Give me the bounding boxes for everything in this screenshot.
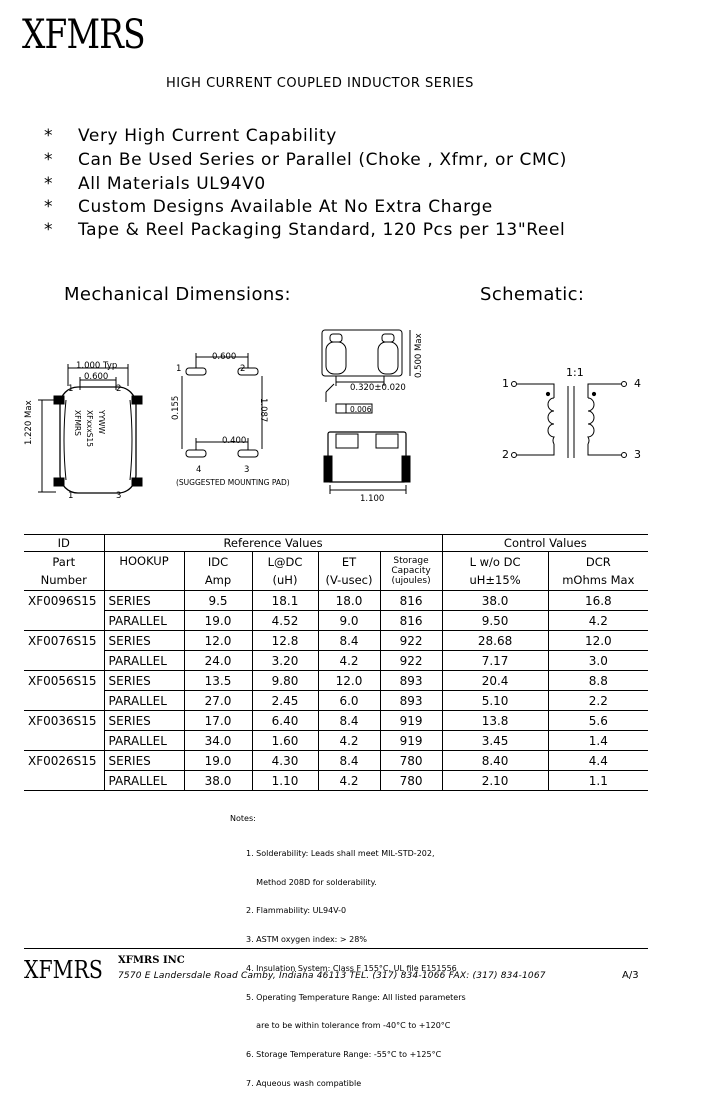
storage-header-line: (ujoules) — [391, 576, 431, 586]
schematic-pin-2: 2 — [502, 448, 509, 461]
storage-cell: 919 — [380, 731, 442, 751]
part-number-cell: XF0036S15 — [28, 713, 97, 728]
footer-company: XFMRS INC — [118, 955, 185, 966]
table-row — [24, 611, 648, 631]
hookup-cell: SERIES — [104, 631, 184, 651]
feature-item: Tape & Reel Packaging Standard, 120 Pcs per 13"Reel — [78, 220, 566, 240]
hookup-cell: PARALLEL — [104, 731, 184, 751]
note-line: 5. Operating Temperature Range: All listed parameters — [246, 992, 466, 1002]
part-number-cell — [24, 611, 104, 631]
dcr-cell: 5.6 — [548, 711, 648, 731]
lwo-cell: 13.8 — [442, 711, 548, 731]
et-header-line: ET — [341, 555, 357, 569]
part-number-cell: XF0076S15 — [28, 633, 97, 648]
reference-header: Reference Values — [104, 535, 442, 552]
storage-cell: 919 — [380, 711, 442, 731]
series-title: HIGH CURRENT COUPLED INDUCTOR SERIES — [166, 76, 474, 91]
control-header: Control Values — [442, 535, 648, 552]
inductance-cell: 9.80 — [252, 671, 318, 691]
inductance-cell: 6.40 — [252, 711, 318, 731]
et-cell: 6.0 — [318, 691, 380, 711]
note-line: 2. Flammability: UL94V-0 — [246, 906, 347, 916]
ldc-col-header — [252, 552, 318, 591]
note-line: are to be within tolerance from -40°C to +120°C — [246, 1021, 451, 1031]
storage-cell: 780 — [380, 771, 442, 791]
note-line: Method 208D for solderability. — [246, 877, 377, 887]
lwo-cell: 5.10 — [442, 691, 548, 711]
part-col-header — [24, 552, 104, 591]
dcr-cell: 8.8 — [548, 671, 648, 691]
note-line: 6. Storage Temperature Range: -55°C to +125°C — [246, 1050, 442, 1060]
hookup-cell: PARALLEL — [104, 691, 184, 711]
ldc-header-line: (uH) — [272, 573, 298, 587]
note-line: 3. ASTM oxygen index: > 28% — [246, 935, 367, 945]
et-cell: 4.2 — [318, 731, 380, 751]
feature-item: Custom Designs Available At No Extra Charge — [78, 197, 493, 217]
inductance-cell: 12.8 — [252, 631, 318, 651]
hookup-cell: PARALLEL — [104, 651, 184, 671]
dcr-cell: 3.0 — [548, 651, 648, 671]
idc-cell: 24.0 — [184, 651, 252, 671]
storage-cell: 922 — [380, 631, 442, 651]
dim-label: 1.087 — [258, 398, 268, 423]
lwo-cell: 28.68 — [442, 631, 548, 651]
spec-table — [24, 534, 648, 791]
hookup-cell: SERIES — [104, 671, 184, 691]
feature-item: All Materials UL94V0 — [78, 174, 266, 194]
inductance-cell: 4.52 — [252, 611, 318, 631]
table-row — [24, 771, 648, 791]
et-cell: 8.4 — [318, 631, 380, 651]
idc-header-line: IDC — [207, 555, 229, 569]
footer-address: 7570 E Landersdale Road Camby, Indiana 46113 TEL. (317) 834-1066 FAX: (317) 834-1067 — [118, 971, 546, 981]
storage-cell: 922 — [380, 651, 442, 671]
dim-label: 0.600 — [84, 372, 109, 382]
dcr-cell: 1.1 — [548, 771, 648, 791]
et-cell: 8.4 — [318, 751, 380, 771]
schematic-heading: Schematic: — [480, 284, 585, 305]
et-cell: 12.0 — [318, 671, 380, 691]
dcr-cell: 4.2 — [548, 611, 648, 631]
lwo-cell: 9.50 — [442, 611, 548, 631]
part-header-line: Part — [52, 555, 76, 569]
dcr-cell: 12.0 — [548, 631, 648, 651]
footer-logo: XFMRS — [24, 956, 103, 984]
ldc-header-line: L@DC — [267, 555, 303, 569]
lwo-cell: 8.40 — [442, 751, 548, 771]
idc-col-header — [184, 552, 252, 591]
dcr-cell: 2.2 — [548, 691, 648, 711]
et-cell: 9.0 — [318, 611, 380, 631]
table-row — [24, 671, 648, 691]
table-row — [24, 731, 648, 751]
idc-cell: 12.0 — [184, 631, 252, 651]
table-row — [24, 751, 648, 771]
inductance-cell: 4.30 — [252, 751, 318, 771]
lwo-cell: 20.4 — [442, 671, 548, 691]
table-row — [24, 631, 648, 651]
schematic-diagram — [496, 364, 646, 464]
pin-label: 3 — [116, 491, 122, 501]
storage-cell: 893 — [380, 671, 442, 691]
feature-bullet: * — [44, 174, 54, 194]
inductance-cell: 3.20 — [252, 651, 318, 671]
idc-header-line: Amp — [204, 573, 232, 587]
group-header-row — [24, 535, 648, 552]
storage-cell: 893 — [380, 691, 442, 711]
part-marking: XFMRS — [73, 410, 82, 436]
idc-cell: 34.0 — [184, 731, 252, 751]
et-cell: 8.4 — [318, 711, 380, 731]
feature-item: Very High Current Capability — [78, 126, 337, 146]
hookup-cell: PARALLEL — [104, 611, 184, 631]
dim-label: 0.155 — [171, 395, 181, 420]
dcr-cell: 16.8 — [548, 591, 648, 611]
idc-cell: 19.0 — [184, 751, 252, 771]
pin-label: 1 — [176, 364, 182, 374]
part-marking: XFxxxS15 — [85, 410, 94, 448]
hookup-cell: SERIES — [104, 751, 184, 771]
storage-header-line: Capacity — [391, 566, 431, 576]
table-row — [24, 711, 648, 731]
schematic-pin-3: 3 — [634, 448, 641, 461]
hookup-cell: SERIES — [104, 711, 184, 731]
feature-bullet: * — [44, 150, 54, 170]
dim-label: 0.320±0.020 — [350, 383, 406, 393]
header-logo: XFMRS — [22, 12, 145, 58]
inductance-cell: 1.60 — [252, 731, 318, 751]
part-number-cell — [24, 771, 104, 791]
schematic-pin-1: 1 — [502, 377, 509, 390]
feature-bullet: * — [44, 126, 54, 146]
lwo-cell: 7.17 — [442, 651, 548, 671]
dcr-header-line: mOhms Max — [562, 573, 635, 587]
mechanical-heading: Mechanical Dimensions: — [64, 284, 291, 305]
lwo-cell: 38.0 — [442, 591, 548, 611]
feature-item: Can Be Used Series or Parallel (Choke , Xfmr, or CMC) — [78, 150, 567, 170]
lwo-cell: 3.45 — [442, 731, 548, 751]
dim-label: 0.400 — [222, 436, 247, 446]
et-cell: 4.2 — [318, 771, 380, 791]
idc-cell: 27.0 — [184, 691, 252, 711]
dcr-cell: 4.4 — [548, 751, 648, 771]
et-col-header — [318, 552, 380, 591]
hookup-cell: PARALLEL — [104, 771, 184, 791]
dcr-cell: 1.4 — [548, 731, 648, 751]
et-cell: 4.2 — [318, 651, 380, 671]
idc-cell: 17.0 — [184, 711, 252, 731]
pin-label: 1 — [68, 491, 74, 501]
dcr-col-header — [548, 552, 648, 591]
flatness-label: 0.006 — [350, 405, 372, 414]
et-cell: 18.0 — [318, 591, 380, 611]
id-header: ID — [24, 535, 104, 552]
lwo-header-line: L w/o DC — [469, 555, 521, 569]
feature-bullet: * — [44, 220, 54, 240]
pad-caption: (SUGGESTED MOUNTING PAD) — [176, 478, 290, 487]
note-line: 1. Solderability: Leads shall meet MIL-STD-202, — [246, 848, 435, 858]
notes-title: Notes: — [230, 814, 256, 823]
storage-col-header — [380, 552, 442, 591]
et-header-line: (V-usec) — [325, 573, 373, 587]
part-number-cell — [24, 691, 104, 711]
table-row — [24, 691, 648, 711]
idc-cell: 13.5 — [184, 671, 252, 691]
inductance-cell: 1.10 — [252, 771, 318, 791]
feature-bullet: * — [44, 197, 54, 217]
part-number-cell — [24, 731, 104, 751]
table-row — [24, 651, 648, 671]
page-number: A/3 — [622, 970, 639, 981]
schematic-pin-4: 4 — [634, 377, 641, 390]
lwo-cell: 2.10 — [442, 771, 548, 791]
pin-label: 2 — [240, 364, 246, 374]
lwo-col-header — [442, 552, 548, 591]
dim-label: 1.100 — [360, 494, 385, 504]
part-number-cell: XF0096S15 — [28, 593, 97, 608]
part-number-cell: XF0056S15 — [28, 673, 97, 688]
hookup-col-header: HOOKUP — [104, 552, 184, 591]
part-header-line: Number — [40, 573, 87, 587]
storage-cell: 816 — [380, 611, 442, 631]
footer-divider — [24, 948, 648, 949]
pin-label: 1 — [68, 384, 74, 394]
idc-cell: 9.5 — [184, 591, 252, 611]
dim-label: 0.500 Max — [414, 333, 424, 378]
idc-cell: 38.0 — [184, 771, 252, 791]
pin-label: 3 — [244, 465, 250, 475]
dcr-header-line: DCR — [585, 555, 611, 569]
spec-table-body — [24, 591, 648, 791]
storage-cell: 780 — [380, 751, 442, 771]
notes — [230, 814, 466, 1108]
part-marking: YYWW — [97, 410, 106, 434]
dim-label: 1.220 Max — [24, 400, 34, 445]
part-number-cell — [24, 651, 104, 671]
storage-cell: 816 — [380, 591, 442, 611]
part-number-cell: XF0026S15 — [28, 753, 97, 768]
dim-label: 0.600 — [212, 352, 237, 362]
dim-label: 1.000 Typ — [76, 361, 118, 371]
idc-cell: 19.0 — [184, 611, 252, 631]
turns-ratio: 1:1 — [566, 366, 584, 379]
column-header-row — [24, 552, 648, 591]
storage-header-line: Storage — [393, 556, 429, 566]
inductance-cell: 2.45 — [252, 691, 318, 711]
inductance-cell: 18.1 — [252, 591, 318, 611]
lwo-header-line: uH±15% — [469, 573, 521, 587]
note-line: 4. Insulation System: Class F 155°C. UL file E151556 — [246, 963, 457, 973]
pin-label: 4 — [196, 465, 202, 475]
note-line: 7. Aqueous wash compatible — [246, 1079, 362, 1089]
table-row — [24, 591, 648, 611]
pin-label: 2 — [116, 384, 122, 394]
hookup-cell: SERIES — [104, 591, 184, 611]
